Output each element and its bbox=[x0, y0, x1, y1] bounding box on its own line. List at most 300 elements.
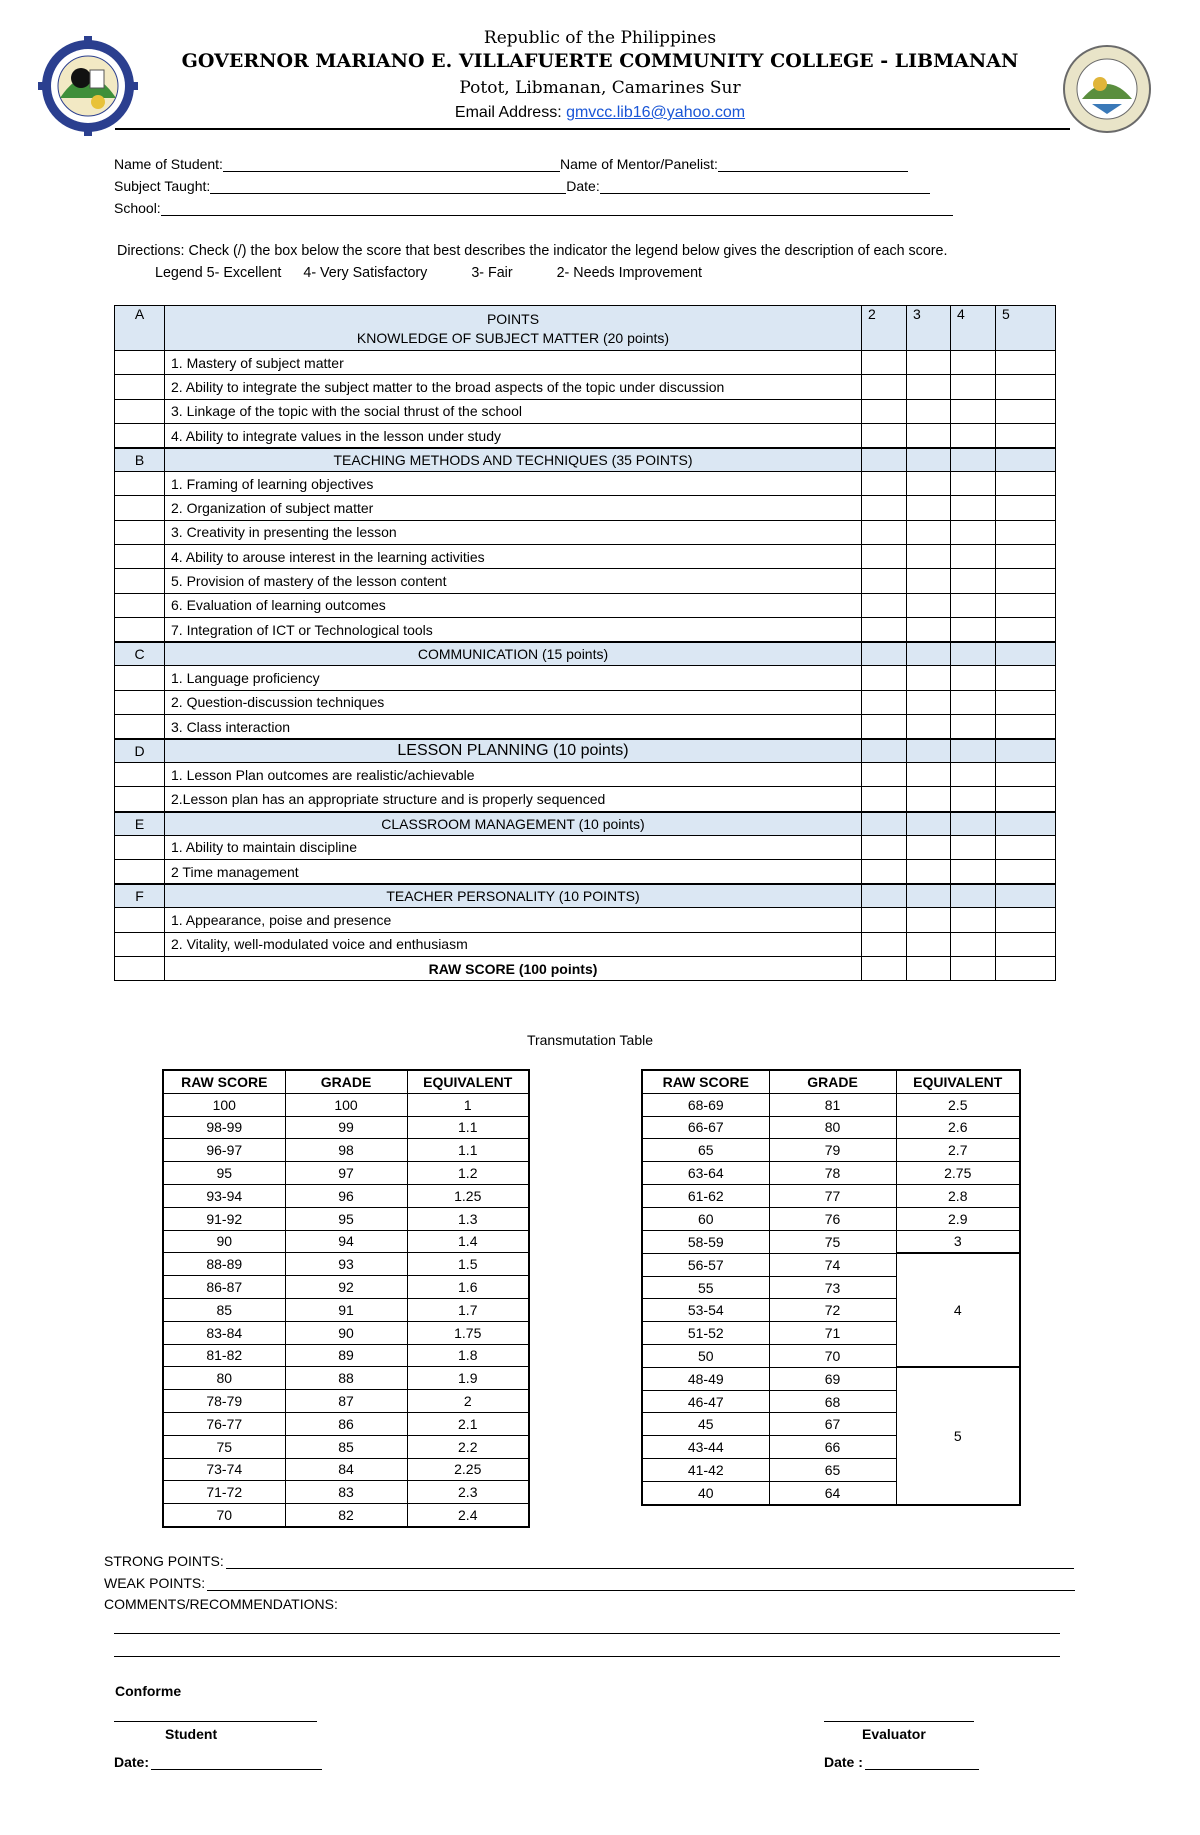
transmutation-header-row bbox=[163, 1070, 529, 1093]
column-header: RAW SCORE bbox=[642, 1070, 769, 1093]
score-checkbox-cell[interactable] bbox=[862, 472, 907, 496]
score-checkbox-cell[interactable] bbox=[996, 787, 1056, 812]
score-cell bbox=[907, 642, 951, 666]
score-checkbox-cell[interactable] bbox=[951, 690, 996, 714]
transmutation-row bbox=[163, 1481, 529, 1504]
indicator-row bbox=[115, 423, 1056, 448]
column-header: EQUIVALENT bbox=[896, 1070, 1020, 1093]
email-link[interactable]: gmvcc.lib16@yahoo.com bbox=[566, 104, 746, 121]
equivalent-cell: 2.8 bbox=[896, 1184, 1020, 1207]
mentor-name-label: Name of Mentor/Panelist: bbox=[559, 156, 718, 172]
indicator-text: 2. Vitality, well-modulated voice and enthusiasm bbox=[165, 932, 862, 956]
indicator-text: 1. Ability to maintain discipline bbox=[165, 835, 862, 859]
raw-score-cell[interactable] bbox=[951, 956, 996, 980]
score-checkbox-cell[interactable] bbox=[996, 835, 1056, 859]
score-checkbox-cell[interactable] bbox=[862, 496, 907, 520]
letter-cell bbox=[115, 520, 165, 544]
equivalent-merged-cell: 4 bbox=[896, 1253, 1020, 1367]
indicator-row bbox=[115, 375, 1056, 399]
score-checkbox-cell[interactable] bbox=[907, 787, 951, 812]
equivalent-cell: 1.6 bbox=[407, 1276, 529, 1299]
score-checkbox-cell[interactable] bbox=[862, 375, 907, 399]
score-checkbox-cell[interactable] bbox=[862, 690, 907, 714]
equivalent-cell: 2.6 bbox=[896, 1116, 1020, 1139]
grade-cell: 86 bbox=[285, 1412, 407, 1435]
equivalent-cell: 1.1 bbox=[407, 1139, 529, 1162]
score-checkbox-cell[interactable] bbox=[862, 932, 907, 956]
equivalent-cell: 1.25 bbox=[407, 1184, 529, 1207]
score-checkbox-cell[interactable] bbox=[996, 375, 1056, 399]
score-checkbox-cell[interactable] bbox=[951, 399, 996, 423]
equivalent-cell: 1.3 bbox=[407, 1207, 529, 1230]
score-checkbox-cell[interactable] bbox=[862, 714, 907, 739]
grade-cell: 98 bbox=[285, 1139, 407, 1162]
transmutation-row bbox=[642, 1093, 1020, 1116]
letter-cell bbox=[115, 375, 165, 399]
section-letter: E bbox=[115, 812, 165, 836]
raw-score-cell[interactable] bbox=[996, 956, 1056, 980]
indicator-row bbox=[115, 399, 1056, 423]
section-header-row bbox=[115, 448, 1056, 472]
score-cell bbox=[862, 812, 907, 836]
letter-cell bbox=[115, 956, 165, 980]
letter-cell bbox=[115, 932, 165, 956]
indicator-row bbox=[115, 932, 1056, 956]
score-column-header: 5 bbox=[996, 306, 1056, 351]
letter-cell bbox=[115, 835, 165, 859]
equivalent-cell: 1.2 bbox=[407, 1162, 529, 1185]
letter-cell bbox=[115, 860, 165, 885]
raw-score-cell: 43-44 bbox=[642, 1436, 769, 1459]
strong-points-field[interactable] bbox=[104, 1552, 1074, 1569]
score-checkbox-cell[interactable] bbox=[907, 617, 951, 642]
student-name-field[interactable] bbox=[114, 155, 560, 172]
score-cell bbox=[907, 812, 951, 836]
letter-cell bbox=[115, 545, 165, 569]
equivalent-cell: 2.1 bbox=[407, 1412, 529, 1435]
raw-score-cell: 66-67 bbox=[642, 1116, 769, 1139]
grade-cell: 81 bbox=[769, 1093, 896, 1116]
equivalent-cell: 1.5 bbox=[407, 1253, 529, 1276]
section-title: COMMUNICATION (15 points) bbox=[165, 642, 862, 666]
indicator-text: 2. Organization of subject matter bbox=[165, 496, 862, 520]
grade-cell: 95 bbox=[285, 1207, 407, 1230]
grade-cell: 70 bbox=[769, 1345, 896, 1368]
grade-cell: 78 bbox=[769, 1162, 896, 1185]
transmutation-row bbox=[163, 1116, 529, 1139]
score-checkbox-cell[interactable] bbox=[951, 593, 996, 617]
raw-score-cell: 86-87 bbox=[163, 1276, 285, 1299]
date-label: Date: bbox=[566, 178, 600, 194]
score-cell bbox=[951, 448, 996, 472]
equivalent-cell: 1.8 bbox=[407, 1344, 529, 1367]
mentor-name-field[interactable] bbox=[560, 155, 908, 172]
score-legend bbox=[155, 265, 720, 281]
score-checkbox-cell[interactable] bbox=[996, 520, 1056, 544]
score-checkbox-cell[interactable] bbox=[996, 908, 1056, 932]
subject-date-row bbox=[114, 177, 930, 197]
score-checkbox-cell[interactable] bbox=[907, 860, 951, 885]
score-checkbox-cell[interactable] bbox=[862, 399, 907, 423]
raw-score-cell: 65 bbox=[642, 1139, 769, 1162]
section-title: CLASSROOM MANAGEMENT (10 points) bbox=[165, 812, 862, 836]
equivalent-cell: 1.9 bbox=[407, 1367, 529, 1390]
indicator-text: 3. Linkage of the topic with the social thrust of the school bbox=[165, 399, 862, 423]
score-checkbox-cell[interactable] bbox=[996, 593, 1056, 617]
indicator-row bbox=[115, 617, 1056, 642]
indicator-row bbox=[115, 690, 1056, 714]
raw-score-cell: 76-77 bbox=[163, 1412, 285, 1435]
school-blank[interactable] bbox=[161, 199, 953, 216]
raw-score-cell: 90 bbox=[163, 1230, 285, 1253]
score-checkbox-cell[interactable] bbox=[862, 763, 907, 787]
score-checkbox-cell[interactable] bbox=[862, 569, 907, 593]
letter-cell bbox=[115, 666, 165, 690]
grade-cell: 69 bbox=[769, 1367, 896, 1390]
raw-score-cell[interactable] bbox=[907, 956, 951, 980]
equivalent-merged-cell: 5 bbox=[896, 1367, 1020, 1504]
transmutation-row bbox=[163, 1139, 529, 1162]
score-checkbox-cell[interactable] bbox=[951, 932, 996, 956]
student-signature-label: Student bbox=[165, 1726, 218, 1742]
letter-cell bbox=[115, 593, 165, 617]
score-checkbox-cell[interactable] bbox=[862, 908, 907, 932]
grade-cell: 89 bbox=[285, 1344, 407, 1367]
score-checkbox-cell[interactable] bbox=[996, 666, 1056, 690]
score-checkbox-cell[interactable] bbox=[907, 423, 951, 448]
legend-5: Legend 5- Excellent bbox=[155, 265, 282, 281]
transmutation-row bbox=[163, 1253, 529, 1276]
score-cell bbox=[951, 739, 996, 763]
score-cell bbox=[996, 812, 1056, 836]
score-checkbox-cell[interactable] bbox=[951, 472, 996, 496]
evaluator-date-field[interactable] bbox=[824, 1753, 979, 1770]
score-checkbox-cell[interactable] bbox=[862, 617, 907, 642]
indicator-row bbox=[115, 520, 1056, 544]
score-checkbox-cell[interactable] bbox=[862, 351, 907, 375]
score-checkbox-cell[interactable] bbox=[907, 932, 951, 956]
comments-field[interactable] bbox=[104, 1596, 338, 1612]
score-checkbox-cell[interactable] bbox=[907, 399, 951, 423]
student-name-blank[interactable] bbox=[223, 155, 560, 172]
score-checkbox-cell[interactable] bbox=[862, 593, 907, 617]
column-header: GRADE bbox=[769, 1070, 896, 1093]
indicator-row bbox=[115, 787, 1056, 812]
student-mentor-row bbox=[114, 155, 908, 175]
subject-taught-blank[interactable] bbox=[210, 177, 566, 194]
student-date-field[interactable] bbox=[114, 1753, 322, 1770]
transmutation-row bbox=[642, 1162, 1020, 1185]
indicator-text: 3. Creativity in presenting the lesson bbox=[165, 520, 862, 544]
section-header-row bbox=[115, 642, 1056, 666]
score-checkbox-cell[interactable] bbox=[907, 666, 951, 690]
school-field[interactable] bbox=[114, 199, 953, 216]
raw-score-label: RAW SCORE (100 points) bbox=[165, 956, 862, 980]
school-row bbox=[114, 199, 953, 219]
evaluator-date-label: Date : bbox=[824, 1754, 863, 1770]
raw-score-cell: 91-92 bbox=[163, 1207, 285, 1230]
score-checkbox-cell[interactable] bbox=[996, 423, 1056, 448]
score-checkbox-cell[interactable] bbox=[996, 860, 1056, 885]
raw-score-cell: 88-89 bbox=[163, 1253, 285, 1276]
transmutation-row bbox=[163, 1504, 529, 1527]
transmutation-row bbox=[642, 1184, 1020, 1207]
score-cell bbox=[996, 739, 1056, 763]
indicator-row bbox=[115, 835, 1056, 859]
section-title: KNOWLEDGE OF SUBJECT MATTER (20 points) bbox=[356, 329, 670, 346]
score-checkbox-cell[interactable] bbox=[862, 520, 907, 544]
letter-cell bbox=[115, 399, 165, 423]
rubric-table bbox=[114, 305, 1056, 981]
raw-score-cell: 45 bbox=[642, 1413, 769, 1436]
transmutation-row bbox=[163, 1298, 529, 1321]
school-label: School: bbox=[114, 200, 161, 216]
indicator-text: 2. Ability to integrate the subject matter to the broad aspects of the topic under discussion bbox=[165, 375, 862, 399]
section-header-row bbox=[115, 739, 1056, 763]
letter-cell bbox=[115, 569, 165, 593]
score-checkbox-cell[interactable] bbox=[907, 375, 951, 399]
rubric-header-title bbox=[165, 306, 862, 351]
raw-score-cell: 75 bbox=[163, 1435, 285, 1458]
student-date-label: Date: bbox=[114, 1754, 150, 1770]
score-checkbox-cell[interactable] bbox=[951, 666, 996, 690]
section-title: TEACHER PERSONALITY (10 POINTS) bbox=[165, 884, 862, 908]
grade-cell: 91 bbox=[285, 1298, 407, 1321]
weak-points-field[interactable] bbox=[104, 1574, 1075, 1591]
score-checkbox-cell[interactable] bbox=[907, 690, 951, 714]
score-checkbox-cell[interactable] bbox=[996, 617, 1056, 642]
section-header-row bbox=[115, 812, 1056, 836]
equivalent-cell: 1.1 bbox=[407, 1116, 529, 1139]
score-checkbox-cell[interactable] bbox=[996, 399, 1056, 423]
section-letter: A bbox=[115, 306, 165, 351]
score-cell bbox=[862, 884, 907, 908]
score-checkbox-cell[interactable] bbox=[951, 763, 996, 787]
grade-cell: 96 bbox=[285, 1184, 407, 1207]
raw-score-cell: 96-97 bbox=[163, 1139, 285, 1162]
transmutation-row bbox=[642, 1116, 1020, 1139]
student-date-blank[interactable] bbox=[151, 1753, 322, 1770]
rubric-header-row bbox=[115, 306, 1056, 351]
raw-score-cell: 100 bbox=[163, 1093, 285, 1116]
grade-cell: 92 bbox=[285, 1276, 407, 1299]
grade-cell: 99 bbox=[285, 1116, 407, 1139]
grade-cell: 90 bbox=[285, 1321, 407, 1344]
subject-taught-label: Subject Taught: bbox=[114, 178, 211, 194]
transmutation-row bbox=[163, 1390, 529, 1413]
raw-score-cell: 61-62 bbox=[642, 1184, 769, 1207]
score-checkbox-cell[interactable] bbox=[862, 787, 907, 812]
score-checkbox-cell[interactable] bbox=[907, 545, 951, 569]
score-checkbox-cell[interactable] bbox=[907, 351, 951, 375]
score-checkbox-cell[interactable] bbox=[996, 932, 1056, 956]
letter-cell bbox=[115, 423, 165, 448]
email-line bbox=[0, 104, 1200, 122]
raw-score-cell: 70 bbox=[163, 1504, 285, 1527]
equivalent-cell: 1.75 bbox=[407, 1321, 529, 1344]
score-column-header: 3 bbox=[907, 306, 951, 351]
score-checkbox-cell[interactable] bbox=[951, 860, 996, 885]
score-checkbox-cell[interactable] bbox=[951, 569, 996, 593]
score-checkbox-cell[interactable] bbox=[996, 763, 1056, 787]
indicator-text: 1. Language proficiency bbox=[165, 666, 862, 690]
equivalent-cell: 2.75 bbox=[896, 1162, 1020, 1185]
score-checkbox-cell[interactable] bbox=[907, 520, 951, 544]
grade-cell: 82 bbox=[285, 1504, 407, 1527]
column-header: GRADE bbox=[285, 1070, 407, 1093]
score-checkbox-cell[interactable] bbox=[862, 423, 907, 448]
score-checkbox-cell[interactable] bbox=[907, 569, 951, 593]
section-letter: F bbox=[115, 884, 165, 908]
score-checkbox-cell[interactable] bbox=[907, 714, 951, 739]
indicator-text: 4. Ability to integrate values in the lesson under study bbox=[165, 423, 862, 448]
score-checkbox-cell[interactable] bbox=[907, 496, 951, 520]
score-checkbox-cell[interactable] bbox=[951, 617, 996, 642]
date-field[interactable] bbox=[566, 177, 929, 194]
comments-label: COMMENTS/RECOMMENDATIONS: bbox=[104, 1596, 338, 1612]
indicator-text: 2. Question-discussion techniques bbox=[165, 690, 862, 714]
raw-score-cell: 41-42 bbox=[642, 1459, 769, 1482]
grade-cell: 83 bbox=[285, 1481, 407, 1504]
transmutation-title: Transmutation Table bbox=[526, 1032, 654, 1048]
college-name: GOVERNOR MARIANO E. VILLAFUERTE COMMUNITY COLLEGE - LIBMANAN bbox=[181, 50, 1019, 72]
subject-taught-field[interactable] bbox=[114, 177, 566, 194]
score-checkbox-cell[interactable] bbox=[996, 545, 1056, 569]
evaluator-date-blank[interactable] bbox=[865, 1753, 979, 1770]
indicator-text: 2.Lesson plan has an appropriate structure and is properly sequenced bbox=[165, 787, 862, 812]
mentor-name-blank[interactable] bbox=[718, 155, 908, 172]
transmutation-table-right bbox=[641, 1069, 1021, 1506]
section-title: LESSON PLANNING (10 points) bbox=[165, 739, 862, 763]
grade-cell: 97 bbox=[285, 1162, 407, 1185]
score-checkbox-cell[interactable] bbox=[907, 908, 951, 932]
score-checkbox-cell[interactable] bbox=[996, 690, 1056, 714]
indicator-text: 5. Provision of mastery of the lesson content bbox=[165, 569, 862, 593]
score-cell bbox=[907, 884, 951, 908]
score-checkbox-cell[interactable] bbox=[996, 472, 1056, 496]
student-signature-line[interactable] bbox=[114, 1721, 317, 1722]
equivalent-cell: 2.4 bbox=[407, 1504, 529, 1527]
score-checkbox-cell[interactable] bbox=[907, 593, 951, 617]
score-checkbox-cell[interactable] bbox=[951, 375, 996, 399]
score-checkbox-cell[interactable] bbox=[996, 569, 1056, 593]
grade-cell: 64 bbox=[769, 1481, 896, 1504]
evaluator-signature-label: Evaluator bbox=[862, 1726, 926, 1742]
score-checkbox-cell[interactable] bbox=[951, 496, 996, 520]
raw-score-cell: 48-49 bbox=[642, 1367, 769, 1390]
score-checkbox-cell[interactable] bbox=[951, 908, 996, 932]
score-checkbox-cell[interactable] bbox=[907, 472, 951, 496]
score-cell bbox=[996, 448, 1056, 472]
raw-score-cell: 78-79 bbox=[163, 1390, 285, 1413]
indicator-text: 1. Lesson Plan outcomes are realistic/achievable bbox=[165, 763, 862, 787]
score-checkbox-cell[interactable] bbox=[951, 787, 996, 812]
score-checkbox-cell[interactable] bbox=[862, 860, 907, 885]
transmutation-row bbox=[163, 1184, 529, 1207]
equivalent-cell: 1.7 bbox=[407, 1298, 529, 1321]
legend-3: 3- Fair bbox=[471, 265, 513, 281]
score-checkbox-cell[interactable] bbox=[907, 835, 951, 859]
score-checkbox-cell[interactable] bbox=[862, 666, 907, 690]
letter-cell bbox=[115, 787, 165, 812]
score-checkbox-cell[interactable] bbox=[951, 545, 996, 569]
raw-score-cell: 71-72 bbox=[163, 1481, 285, 1504]
equivalent-cell: 2.25 bbox=[407, 1458, 529, 1481]
raw-score-cell[interactable] bbox=[862, 956, 907, 980]
score-checkbox-cell[interactable] bbox=[951, 351, 996, 375]
score-checkbox-cell[interactable] bbox=[862, 835, 907, 859]
weak-points-label: WEAK POINTS: bbox=[104, 1575, 206, 1591]
comments-line-1[interactable] bbox=[114, 1633, 1060, 1634]
strong-points-blank[interactable] bbox=[226, 1552, 1074, 1569]
comments-line-2[interactable] bbox=[114, 1656, 1060, 1657]
equivalent-cell: 2.7 bbox=[896, 1139, 1020, 1162]
date-blank[interactable] bbox=[600, 177, 930, 194]
indicator-row bbox=[115, 714, 1056, 739]
grade-cell: 93 bbox=[285, 1253, 407, 1276]
grade-cell: 100 bbox=[285, 1093, 407, 1116]
transmutation-row bbox=[642, 1367, 1020, 1390]
transmutation-row bbox=[163, 1435, 529, 1458]
score-cell bbox=[862, 739, 907, 763]
equivalent-cell: 2.5 bbox=[896, 1093, 1020, 1116]
raw-score-cell: 63-64 bbox=[642, 1162, 769, 1185]
score-checkbox-cell[interactable] bbox=[996, 496, 1056, 520]
grade-cell: 80 bbox=[769, 1116, 896, 1139]
score-checkbox-cell[interactable] bbox=[907, 763, 951, 787]
score-checkbox-cell[interactable] bbox=[951, 714, 996, 739]
section-letter: B bbox=[115, 448, 165, 472]
score-checkbox-cell[interactable] bbox=[862, 545, 907, 569]
transmutation-row bbox=[163, 1367, 529, 1390]
letter-cell bbox=[115, 763, 165, 787]
indicator-row bbox=[115, 496, 1056, 520]
score-checkbox-cell[interactable] bbox=[951, 423, 996, 448]
section-header-row bbox=[115, 884, 1056, 908]
weak-points-blank[interactable] bbox=[207, 1574, 1075, 1591]
grade-cell: 66 bbox=[769, 1436, 896, 1459]
grade-cell: 79 bbox=[769, 1139, 896, 1162]
grade-cell: 85 bbox=[285, 1435, 407, 1458]
indicator-text: 1. Mastery of subject matter bbox=[165, 351, 862, 375]
transmutation-row bbox=[642, 1207, 1020, 1230]
equivalent-cell: 1.4 bbox=[407, 1230, 529, 1253]
score-cell bbox=[951, 812, 996, 836]
raw-score-cell: 95 bbox=[163, 1162, 285, 1185]
raw-score-cell: 98-99 bbox=[163, 1116, 285, 1139]
raw-score-cell: 83-84 bbox=[163, 1321, 285, 1344]
equivalent-cell: 2.2 bbox=[407, 1435, 529, 1458]
legend-4: 4- Very Satisfactory bbox=[303, 265, 428, 281]
score-checkbox-cell[interactable] bbox=[996, 351, 1056, 375]
indicator-text: 3. Class interaction bbox=[165, 714, 862, 739]
score-checkbox-cell[interactable] bbox=[951, 520, 996, 544]
score-checkbox-cell[interactable] bbox=[951, 835, 996, 859]
indicator-text: 7. Integration of ICT or Technological tools bbox=[165, 617, 862, 642]
letter-cell bbox=[115, 472, 165, 496]
score-checkbox-cell[interactable] bbox=[996, 714, 1056, 739]
indicator-text: 1. Framing of learning objectives bbox=[165, 472, 862, 496]
indicator-text: 6. Evaluation of learning outcomes bbox=[165, 593, 862, 617]
score-column-header: 2 bbox=[862, 306, 907, 351]
score-cell bbox=[907, 448, 951, 472]
transmutation-row bbox=[642, 1139, 1020, 1162]
raw-score-cell: 81-82 bbox=[163, 1344, 285, 1367]
letter-cell bbox=[115, 908, 165, 932]
score-cell bbox=[996, 642, 1056, 666]
transmutation-row bbox=[642, 1230, 1020, 1253]
evaluator-signature-line[interactable] bbox=[824, 1721, 974, 1722]
